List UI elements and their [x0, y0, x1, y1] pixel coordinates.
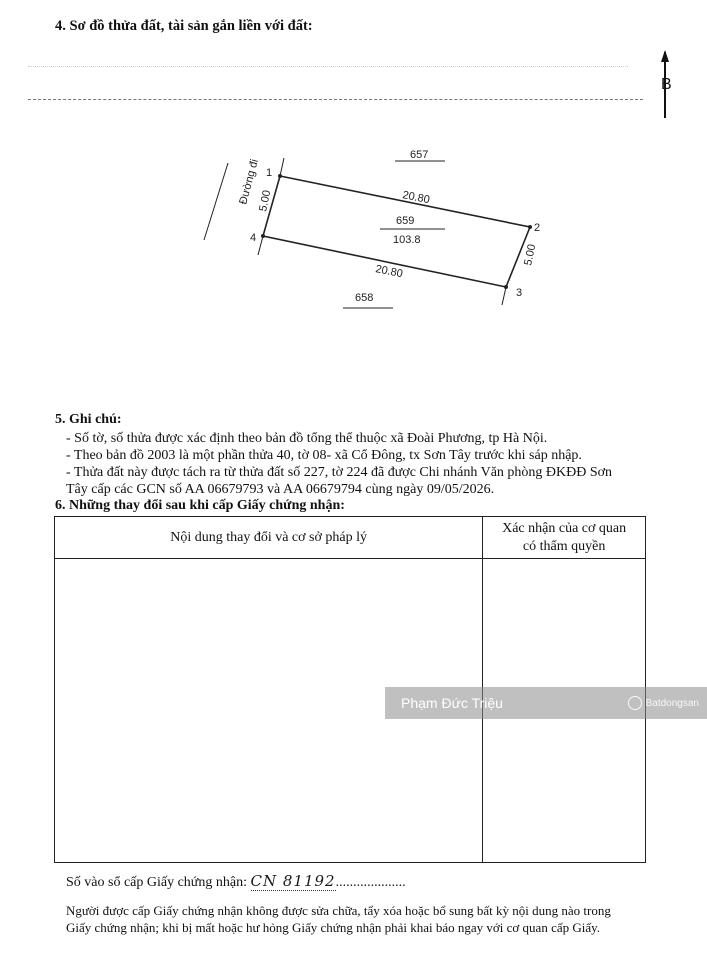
road-line: [204, 163, 228, 240]
corner-label-3: 3: [516, 287, 523, 299]
note-line-1: - Số tờ, số thửa được xác định theo bản đồ tổng thể thuộc xã Đoài Phương, tp Hà Nội.: [66, 431, 548, 446]
col-header-confirmation: [483, 517, 646, 559]
corner-dot-4: [261, 234, 265, 238]
edge-bottom-length: 20.80: [374, 263, 404, 281]
north-label: B: [661, 76, 672, 93]
corner-dot-1: [278, 174, 282, 178]
col-header-confirmation-line2: có thẩm quyền: [522, 538, 606, 554]
watermark-name: Phạm Đức Triệu: [401, 695, 503, 711]
section-4-title: 4. Sơ đồ thửa đất, tài sản gắn liền với đất:: [55, 18, 313, 34]
left-edge-ext: [280, 158, 284, 176]
footer-line-2: Giấy chứng nhận; khi bị mất hoặc hư hỏng Giấy chứng nhận phải khai báo ngay với cơ quan cấp Giấy.: [66, 920, 601, 935]
edge-left-length: 5.00: [257, 189, 274, 213]
registry-line: [66, 872, 406, 891]
left-edge-ext2: [258, 236, 263, 255]
edge-right-length: 5.00: [522, 243, 539, 267]
corner-label-1: 1: [266, 167, 273, 179]
brand-logo-icon: [628, 696, 642, 710]
registry-label: Số vào sổ cấp Giấy chứng nhận:: [66, 875, 247, 890]
corner-dot-3: [504, 285, 508, 289]
col-header-confirmation-line1: Xác nhận của cơ quan: [502, 520, 627, 536]
note-line-4: Tây cấp các GCN số AA 06679793 và AA 06679794 cùng ngày 09/05/2026.: [66, 482, 495, 497]
neighbor-top-label: 657: [410, 149, 429, 161]
edge-top-length: 20.80: [401, 189, 431, 207]
road-label: Đường đi: [237, 157, 261, 206]
registry-value: CN 81192: [250, 872, 336, 890]
brand-name: Batdongsan: [645, 697, 699, 709]
col-header-content-label: Nội dung thay đổi và cơ sở pháp lý: [170, 529, 367, 545]
registry-dots: ....................: [335, 875, 406, 890]
parcel-number: 659: [396, 215, 415, 227]
watermark-banner: [385, 687, 707, 719]
corner-label-2: 2: [534, 222, 541, 234]
note-line-3: - Thửa đất này được tách ra từ thửa đất số 227, tờ 224 đã được Chi nhánh Văn phòng ĐKĐĐ Sơn: [66, 465, 613, 480]
right-edge-ext: [502, 287, 506, 305]
neighbor-bottom-label: 658: [355, 292, 374, 304]
section-5-title: 5. Ghi chú:: [55, 412, 122, 427]
section-6-title: 6. Những thay đổi sau khi cấp Giấy chứng nhận:: [55, 498, 345, 513]
watermark-brand: [628, 696, 699, 710]
plot-diagram: [0, 0, 707, 420]
parcel-area: 103.8: [393, 234, 421, 246]
corner-label-4: 4: [250, 232, 257, 244]
note-line-2: - Theo bản đồ 2003 là một phần thửa 40, tờ 08- xã Cổ Đông, tx Sơn Tây trước khi sáp nhập.: [66, 448, 582, 463]
footer-line-1: Người được cấp Giấy chứng nhận không được sửa chữa, tẩy xóa hoặc bổ sung bất kỳ nội dung nào trong: [66, 903, 611, 918]
corner-dot-2: [528, 225, 532, 229]
col-header-content: [55, 517, 483, 559]
